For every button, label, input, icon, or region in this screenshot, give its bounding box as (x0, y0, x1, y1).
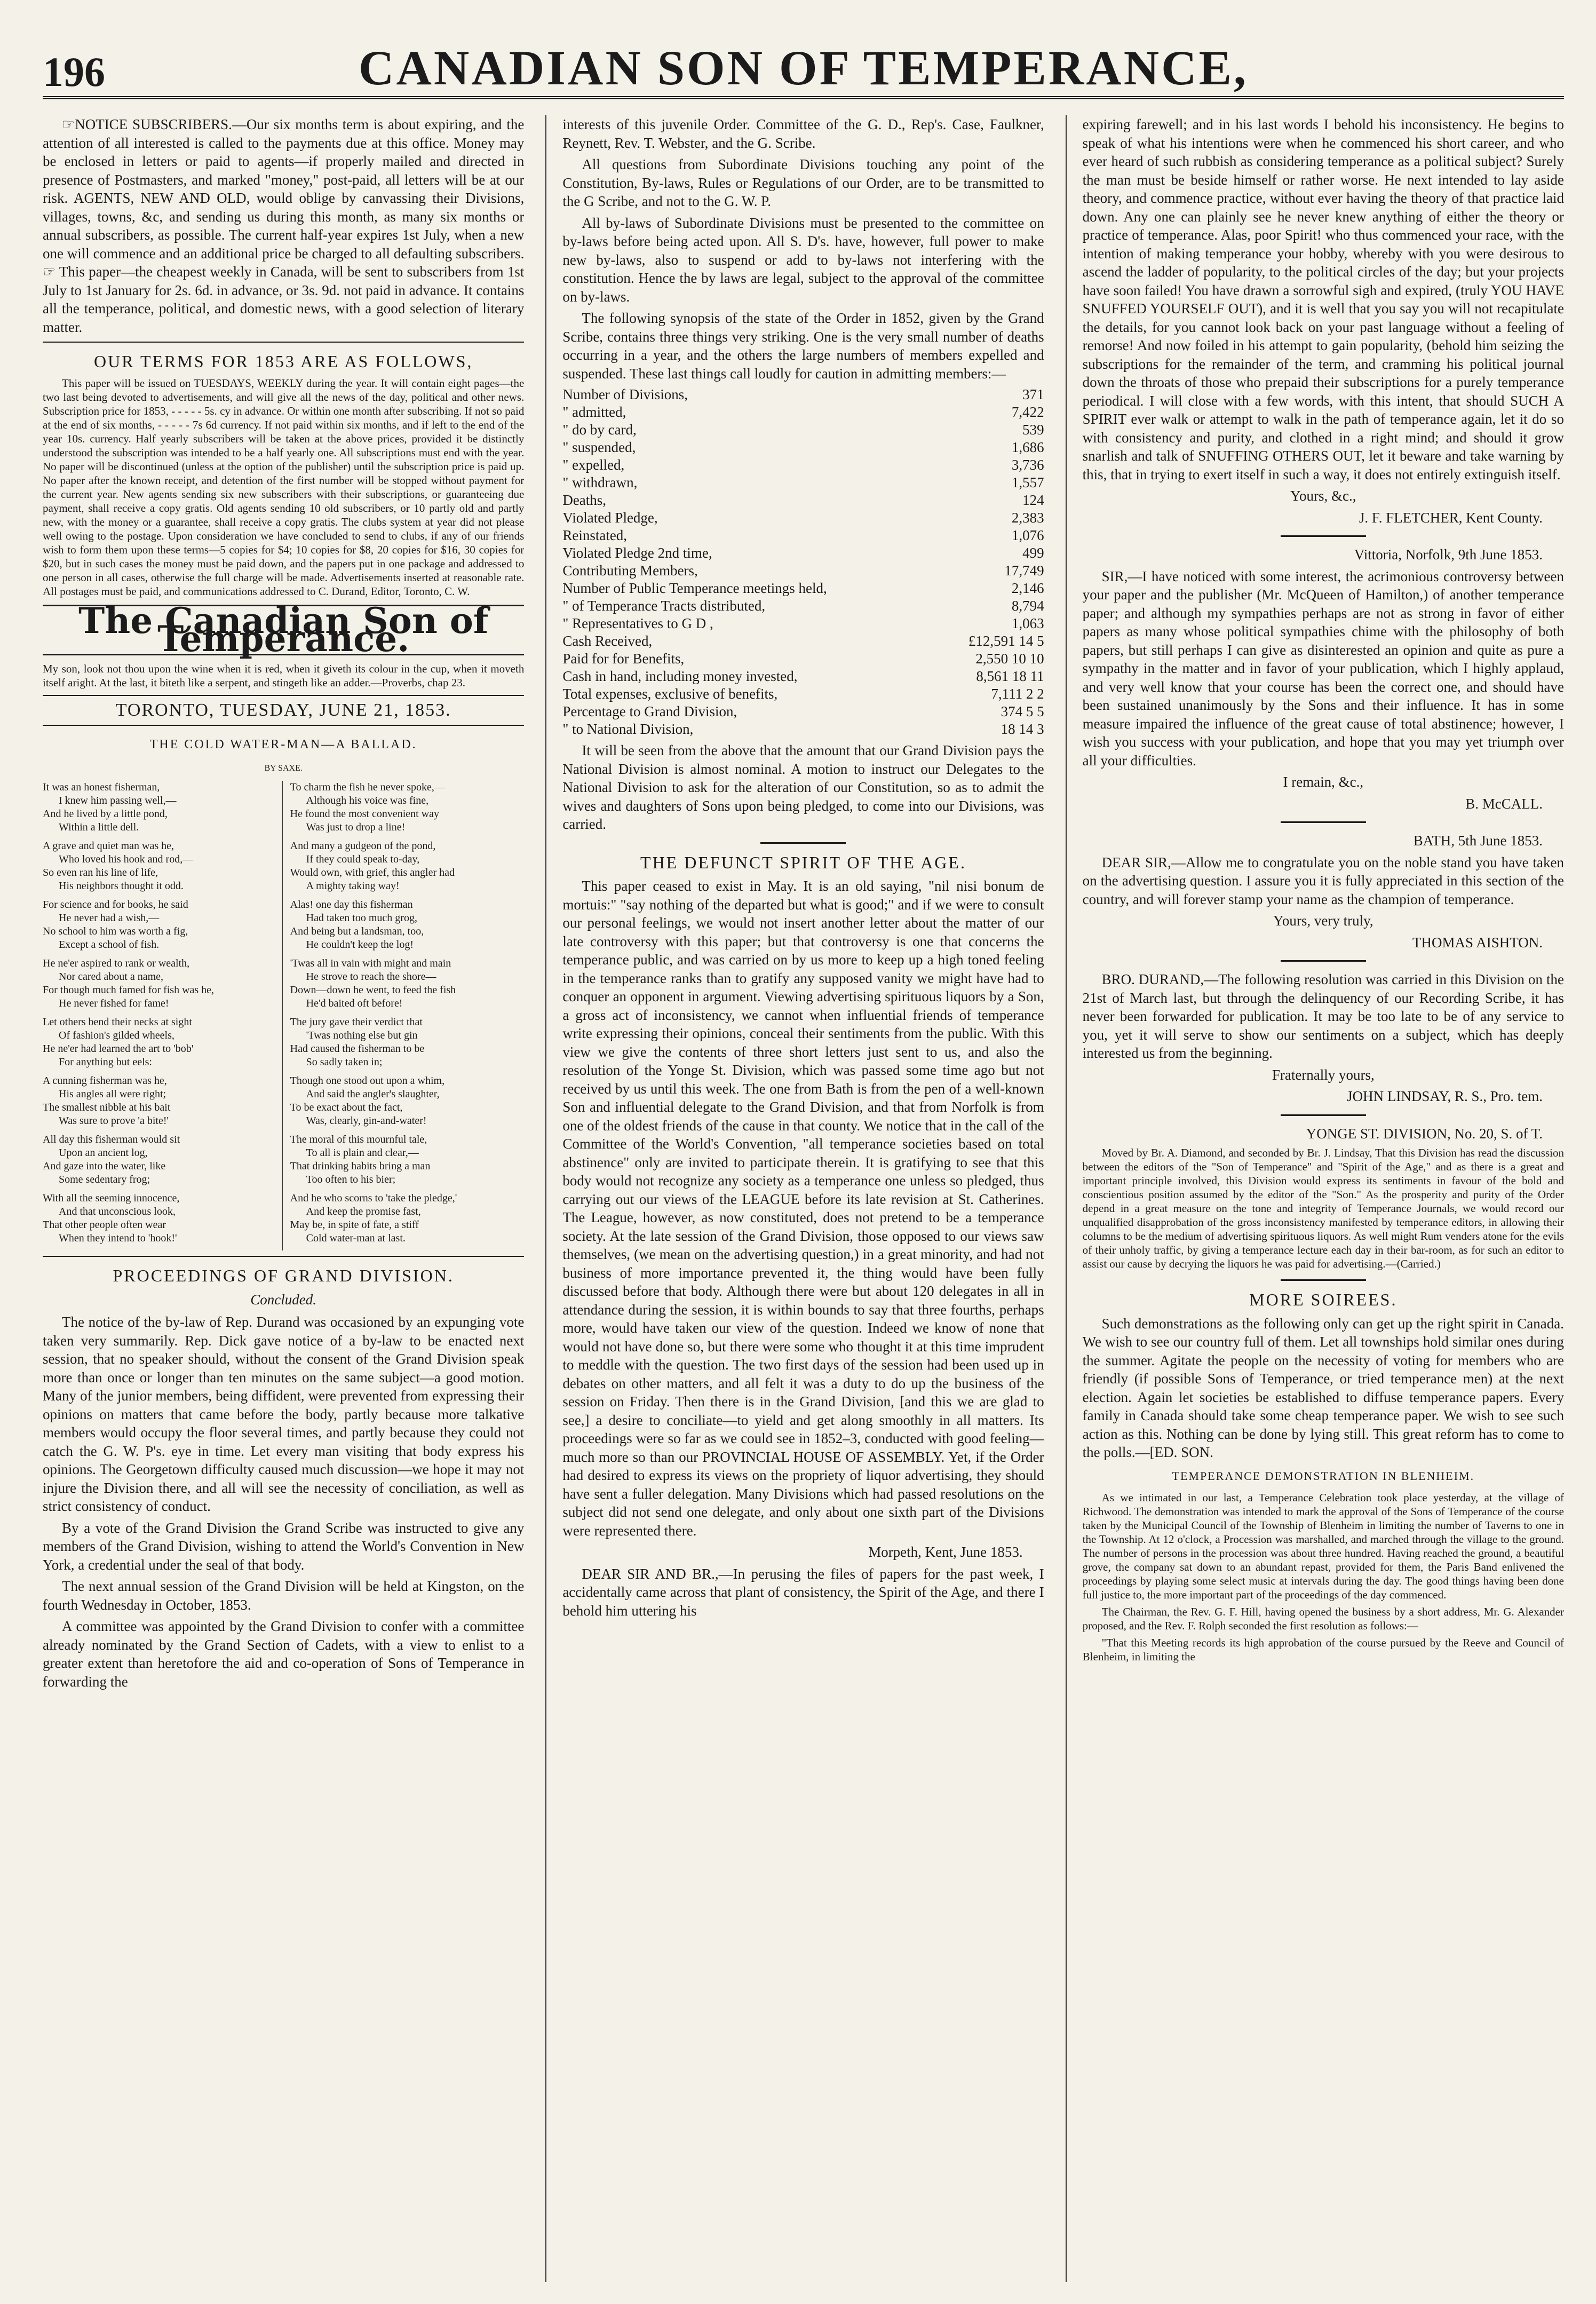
column-2 (545, 115, 1044, 2282)
ballad-stanza (290, 1133, 525, 1186)
stats-label: Violated Pledge, (562, 510, 658, 526)
ballad-line: To all is plain and clear,— (306, 1147, 419, 1159)
ballad-line: Was just to drop a line! (306, 821, 406, 833)
ballad-stanza (43, 1016, 277, 1069)
ballad-line: Cold water-man at last. (306, 1232, 406, 1244)
stats-row (562, 474, 1044, 492)
ballad-line: That other people often wear (43, 1219, 166, 1231)
ballad-line: With all the seeming innocence, (43, 1192, 180, 1204)
ballad-line: And he who scorns to 'take the pledge,' (290, 1192, 457, 1204)
ballad-line: He never fished for fame! (59, 997, 169, 1009)
ballad-line: Had taken too much grog, (306, 912, 417, 924)
stats-value: 2,146 (1011, 580, 1044, 596)
stats-row (562, 632, 1044, 650)
ballad-line: It was an honest fisherman, (43, 781, 160, 793)
ballad-left-column (43, 781, 277, 1250)
ballad-line: The moral of this mournful tale, (290, 1134, 427, 1145)
stats-label: Cash in hand, including money invested, (562, 668, 798, 684)
ballad-line: Upon an ancient log, (59, 1147, 148, 1159)
letter-place: Vittoria, Norfolk, 9th June 1853. (1354, 547, 1543, 563)
ballad-line: Was sure to prove 'a bite!' (59, 1115, 169, 1127)
letter-closing: I remain, &c., (1283, 774, 1364, 790)
stats-label: " of Temperance Tracts distributed, (562, 598, 766, 614)
ballad-line: No school to him was worth a fig, (43, 925, 188, 937)
ballad-line: Of fashion's gilded wheels, (59, 1030, 174, 1041)
ballad-stanza (43, 1192, 277, 1245)
stats-label: Number of Divisions, (562, 386, 688, 402)
ballad-line: Too often to his bier; (306, 1174, 396, 1185)
proceedings-paragraph: The notice of the by-law of Rep. Durand was occasioned by an expunging vote taken very summarily. Rep. Dick gave notice of a by-law to be enacted next session, that no speaker should, without the consent of the Grand Division speak more than once or longer than ten minutes on the same subject—a good motion. Many of the junior members, being diffident, were prevented from expressing their opinions on matters that came before the body, partly because more talkative members would occupy the floor several times, and partly because they could not catch the G. W. P's. eye in time. Let every man visiting that body express his opinions. The Georgetown difficulty caused much discussion—we hope it may not injure the Division there, and all will see the necessity of conciliation, as well as strict consistency of conduct. (43, 1314, 525, 1514)
stats-row (562, 668, 1044, 685)
stats-row (562, 403, 1044, 421)
ballad-line: Although his voice was fine, (306, 795, 429, 806)
stats-label: Total expenses, exclusive of benefits, (562, 686, 778, 702)
stats-row (562, 685, 1044, 703)
stats-value: 7,422 (1011, 404, 1044, 420)
ballad-stanza (43, 1074, 277, 1128)
letter-signature: JOHN LINDSAY, R. S., Pro. tem. (1347, 1088, 1543, 1104)
stats-value: 1,557 (1011, 474, 1044, 490)
stats-label: " to National Division, (562, 721, 694, 737)
ballad-stanza (290, 1074, 525, 1128)
proceedings-paragraph: By a vote of the Grand Division the Grand Scribe was instructed to give any members of the Grand Division, wishing to attend the World's Convention in New York, a credential under the seal of that body. (43, 1519, 525, 1573)
divider (1281, 1279, 1366, 1281)
ballad-line: Within a little dell. (59, 821, 139, 833)
paper-flag: The Canadian Son of Temperance. (43, 605, 524, 655)
proceedings-paragraph: The following synopsis of the state of the Order in 1852, given by the Grand Scribe, contains three things very striking. One is the very small number of deaths occurring in a year, and the others the large numbers of members expelled and suspended. These last things call loudly for caution in admitting members:— (562, 310, 1044, 382)
letter-place: BATH, 5th June 1853. (1413, 833, 1543, 849)
stats-value: 374 5 5 (1001, 703, 1044, 719)
stats-value: 1,063 (1011, 615, 1044, 631)
stats-label: Paid for for Benefits, (562, 651, 685, 667)
letter-text: SIR,—I have noticed with some interest, the acrimonious controversy between your paper and the publisher (Mr. McQueen of Hamilton,) of another temperance paper; and although my sympathies perhaps are not as strong in favor of either papers as many whose political sympathies chime with the philosophy of both papers, but still perhaps I can give as disinterested an opinion and quite as pure a sympathy in the matter and in favor of your publication, which I highly applaud, and very well know that your course has been the correct one, and should have been sustained unanimously by the Sons and their influence. It has in some measure impaired the influence of the great cause of total abstinence; however, I wish you success with your publication, and hope that you may yet triumph over all your difficulties. (1082, 568, 1564, 769)
stats-row (562, 721, 1044, 738)
ballad-line: A mighty taking way! (306, 880, 400, 892)
letter-text: DEAR SIR,—Allow me to congratulate you on the noble stand you have taken on the advertising question. I assure you it is fully appreciated in this section of the country, and will forever stamp your name as the champion of temperance. (1082, 854, 1564, 907)
stats-row (562, 492, 1044, 509)
ballad-line: He ne'er aspired to rank or wealth, (43, 957, 190, 969)
stats-row (562, 527, 1044, 544)
stats-row (562, 509, 1044, 527)
ballad-line: He never had a wish,— (59, 912, 160, 924)
ballad-line: May be, in spite of fate, a stiff (290, 1219, 419, 1231)
publication-title: CANADIAN SON OF TEMPERANCE, (359, 41, 1248, 95)
ballad-line: He couldn't keep the log! (306, 939, 414, 951)
stats-value: 499 (1022, 545, 1044, 561)
ballad-stanza (290, 957, 525, 1010)
stats-value: 7,111 2 2 (991, 686, 1044, 702)
blenheim-paragraph: The Chairman, the Rev. G. F. Hill, having opened the business by a short address, Mr. G. Alexander proposed, and the Rev. F. Rolph seconded the first resolution as follows:— (1082, 1605, 1564, 1632)
proceedings-paragraph: It will be seen from the above that the amount that our Grand Division pays the National Division is almost nominal. A motion to instruct our Delegates to the National Division to ask for the alteration of our Constitution, so as to admit the wives and daughters of Sons upon being pledged, to come into our Divisions, was carried. (562, 742, 1044, 832)
ballad-stanza (43, 898, 277, 952)
ballad-stanza (290, 840, 525, 893)
ballad-line: And said the angler's slaughter, (306, 1088, 440, 1100)
letter-text: BRO. DURAND,—The following resolution was carried in this Division on the 21st of March last, but through the delinquency of our Recording Scribe, it has never been forwarded for publication. It may be too late to be of any service to you, yet it will serve to show our sentiments on a subject, which has deeply interested us from the beginning. (1082, 971, 1564, 1061)
ballad-line: His neighbors thought it odd. (59, 880, 184, 892)
stats-label: " Representatives to G D , (562, 615, 713, 631)
ballad-line: Except a school of fish. (59, 939, 160, 951)
ballad-line: He'd baited oft before! (306, 997, 403, 1009)
blenheim-paragraph: As we intimated in our last, a Temperance Celebration took place yesterday, at the village of Richwood. The demonstration was intended to mark the approval of the Sons of Temperance of the course taken by the Municipal Council of the Township of Blenheim in limiting the number of Taverns to one in the Township. At 12 o'clock, a Procession was marshalled, and marched through the village to the ground. The number of persons in the procession was about three hundred. Having reached the ground, a beautiful grove, the company sat down to an abundant repast, provided for them, the Paris Band enlivened the proceedings by playing some select music at intervals during the day. The good things having been done full justice to, the more important part of the proceedings of the day commenced. (1082, 1491, 1564, 1601)
concluded-label: Concluded. (250, 1291, 317, 1308)
ballad-line: I knew him passing well,— (59, 795, 177, 806)
stats-row (562, 650, 1044, 668)
notice-subscribers: ☞NOTICE SUBSCRIBERS.—Our six months term is about expiring, and the attention of all interested is called to the payments due at this office. Money may be enclosed in letters or paid to agents—if properly mailed and directed in presence of Postmasters, and marked "money," post-paid, all letters will be at our risk. AGENTS, NEW AND OLD, would oblige by canvassing their Divisions, villages, towns, &c, and sending us during this month, as many six months or annual subscribers, as possible. The current half-year expires 1st July, when a new one will commence and an additional price be charged to all defaulting subscribers. ☞ This paper—the cheapest weekly in Canada, will be sent to subscribers from 1st July to 1st January for 2s. 6d. in advance, or 3s. 9d. not paid in advance. It contains all the temperance, political, and domestic news, with a good selection of literary matter. (43, 116, 525, 335)
spirit-heading: THE DEFUNCT SPIRIT OF THE AGE. (640, 852, 966, 872)
ballad-line: For anything but eels: (59, 1056, 152, 1068)
stats-label: Number of Public Temperance meetings held, (562, 580, 827, 596)
ballad-stanza (43, 781, 277, 834)
stats-label: Percentage to Grand Division, (562, 703, 737, 719)
stats-value: 8,794 (1011, 598, 1044, 614)
soirees-heading: MORE SOIREES. (1249, 1290, 1398, 1309)
ballad-line: For though much famed for fish was he, (43, 984, 215, 996)
masthead (43, 37, 1564, 99)
ballad-line: Would own, with grief, this angler had (290, 867, 455, 878)
spirit-article: This paper ceased to exist in May. It is an old saying, "nil nisi bonum de mortuis:" "say nothing of the departed but what is good;" and if we were to consult our personal feelings, we would not insert another letter about the matter of our late controversy with this paper; but that controversy is one that concerns the temperance public, and was carried on by us more to keep up a high toned feeling in the temperance ranks than to gratify any supposed vanity we might have had to conquer an opponent in argument. Viewing advertising spirituous liquors by a Son, a gross act of inconsistency, we cannot when influential friends of temperance write expressing their opinions, conceal their sentiments from the public. With this view we give the contents of three short letters just sent to us, and also the resolution of the Yonge St. Division, which was passed some time ago but not received by us until this week. The one from Bath is from the pen of a well-known Son and influential delegate to the Grand Division, and that from Norfolk is from one of the oldest friends of the cause in that county. We notice that in the call of the Committee of the World's Convention, "all temperance societies based on total abstinence" only are invited to participate therein. It is gratifying to see that this body would not recognize any society as a temperance one unless so pledged, thus carrying out our views of the LEAGUE before its late revision at St. Catherines. The League, however, as now constituted, does not pretend to be a temperance society. At the late session of the Grand Division, those opposed to our views saw themselves, (we mean on the advertising question,) in a great minority, and had not business of more importance prevented it, the thing would have been fully discussed before that body. Although there were but about 120 delegates in all in attendance during the session, it is within bounds to say that three fourths, perhaps more, would have taken our view of the question. Indeed we know of none that would not have done so, but there were some who thought it at this time imprudent to meddle with the question. The two first days of the session had been used up in debates on other matters, and all felt it was a duty to do up the business of the session on Friday. Then there is in the Grand Division, [and this we are glad to see,] a desire to conciliate—to yield and get along smoothly in all matters. Its proceedings were so far as we could see in 1852–3, conducted with good feeling—much more so than our PROVINCIAL HOUSE OF ASSEMBLY. Yet, if the Order had desired to express its views on the propriety of liquor advertising, they should have sent a fuller delegation. Many Divisions which had passed resolutions on the subject did not send one delegate, and only about one sixth part of the Divisions were represented there. (562, 878, 1044, 1539)
column-3 (1066, 115, 1564, 2282)
letter-signature: B. McCALL. (1465, 795, 1543, 812)
ballad-line: He ne'er had learned the art to 'bob' (43, 1043, 194, 1055)
ballad-line: And many a gudgeon of the pond, (290, 840, 436, 852)
divider (1281, 960, 1366, 962)
letter-place: Morpeth, Kent, June 1853. (868, 1544, 1023, 1560)
ballad-line: When they intend to 'hook!' (59, 1232, 177, 1244)
ballad-line: Some sedentary frog; (59, 1174, 150, 1185)
letter-closing: Yours, very truly, (1273, 913, 1373, 929)
stats-row (562, 703, 1044, 721)
ballad-line: Down—down he went, to feed the fish (290, 984, 456, 996)
column-1 (43, 115, 524, 2282)
epigraph: My son, look not thou upon the wine when it is red, when it giveth its colour in the cup, when it moveth itself aright. At the last, it biteth like a serpent, and stingeth like an adder.—Proverbs, chap 23. (43, 662, 525, 689)
stats-row (562, 580, 1044, 597)
stats-value: 2,550 10 10 (975, 651, 1044, 667)
ballad-stanza (290, 781, 525, 834)
stats-value: £12,591 14 5 (968, 633, 1044, 649)
ballad-right-column (282, 781, 525, 1250)
divider (760, 842, 846, 844)
ballad-line: 'Twas all in vain with might and main (290, 957, 451, 969)
ballad-line: Was, clearly, gin-and-water! (306, 1115, 427, 1127)
ballad-stanza (43, 957, 277, 1010)
divider (1281, 1114, 1366, 1116)
ballad-stanza (290, 898, 525, 952)
dateline: TORONTO, TUESDAY, JUNE 21, 1853. (115, 700, 451, 720)
stats-value: 539 (1022, 422, 1044, 438)
blenheim-paragraph: "That this Meeting records its high approbation of the course pursued by the Reeve and Council of Blenheim, in limiting the (1082, 1636, 1564, 1663)
soirees-text: Such demonstrations as the following only can get up the right spirit in Canada. We wish to see our country full of them. Let all townships hold similar ones during the summer. Agitate the people on the necessity of voting for members who are friendly (if possible Sons of Temperance, or tried temperance men) at the next election. Again let societies be established to diffuse temperance papers. Every family in Canada should take some cheap temperance paper. We wish to see such action as this. Nothing can be done by lying still. This great reform has to come to the polls.—[ED. SON. (1082, 1315, 1564, 1460)
divider (43, 342, 524, 343)
ballad-line: He strove to reach the shore— (306, 971, 436, 983)
stats-value: 17,749 (1004, 563, 1044, 579)
yonge-resolution: Moved by Br. A. Diamond, and seconded by Br. J. Lindsay, That this Division has read the discussion between the editors of the "Son of Temperance" and "Spirit of the Age," and as there is a great and important principle involved, this Division would express its sentiments in favour of the bold and conscientious position assumed by the editor of the "Son." As the prosperity and purity of the Order depend in a great measure on the tone and integrity of Temperance Journals, we would record our unqualified disapprobation of the gross inconsistency manifested by temperance editors, in allowing their columns to be the medium of advertising spirituous liquors. As well might Rum venders atone for the evils of their unholy traffic, by giving a temperance lecture each day in their bar-room, as for such an editor to assist our cause by decrying the liquors he was paid for advertising.—(Carried.) (1082, 1146, 1564, 1270)
proceedings-paragraph: The next annual session of the Grand Division will be held at Kingston, on the fourth Wednesday in October, 1853. (43, 1578, 525, 1613)
blenheim-heading: TEMPERANCE DEMONSTRATION IN BLENHEIM. (1172, 1469, 1475, 1483)
ballad-line: And that unconscious look, (59, 1206, 176, 1217)
stats-label: " suspended, (562, 439, 636, 455)
ballad-line: The jury gave their verdict that (290, 1016, 423, 1028)
stats-label: " do by card, (562, 422, 637, 438)
stats-label: Violated Pledge 2nd time, (562, 545, 712, 561)
stats-row (562, 421, 1044, 439)
ballad-line: That drinking habits bring a man (290, 1160, 431, 1172)
proceedings-paragraph: All questions from Subordinate Divisions touching any point of the Constitution, By-laws, Rules or Regulations of our Order, are to be transmitted to the G Scribe, and not to the G. W. P. (562, 156, 1044, 209)
ballad-line: And being but a landsman, too, (290, 925, 424, 937)
divider (43, 725, 524, 726)
ballad-line: So sadly taken in; (306, 1056, 383, 1068)
yonge-division-heading: YONGE ST. DIVISION, No. 20, S. of T. (1306, 1125, 1543, 1142)
terms-heading: OUR TERMS FOR 1853 ARE AS FOLLOWS, (93, 352, 473, 371)
divider (43, 695, 524, 696)
stats-row (562, 456, 1044, 474)
ballad-line: His angles all were right; (59, 1088, 166, 1100)
ballad-line: A grave and quiet man was he, (43, 840, 174, 852)
ballad-line: All day this fisherman would sit (43, 1134, 180, 1145)
stats-value: 124 (1022, 492, 1044, 508)
stats-value: 18 14 3 (1001, 721, 1044, 737)
columns (43, 115, 1564, 2282)
ballad-stanza (43, 1133, 277, 1186)
letter-signature: J. F. FLETCHER, Kent County. (1359, 509, 1543, 526)
ballad-stanza (43, 840, 277, 893)
stats-row (562, 544, 1044, 562)
proceedings-paragraph: interests of this juvenile Order. Committee of the G. D., Rep's. Case, Faulkner, Reynett, Rev. T. Webster, and the G. Scribe. (562, 116, 1044, 151)
ballad-line: He found the most convenient way (290, 808, 440, 820)
stats-row (562, 615, 1044, 632)
ballad-line: If they could speak to-day, (306, 853, 420, 865)
stats-label: " expelled, (562, 457, 625, 473)
stats-label: " admitted, (562, 404, 626, 420)
ballad-line: Though one stood out upon a whim, (290, 1075, 445, 1087)
divider (1281, 821, 1366, 823)
ballad-line: Who loved his hook and rod,— (59, 853, 194, 865)
ballad-line: Nor cared about a name, (59, 971, 164, 983)
ballad-stanza (290, 1192, 525, 1245)
stats-value: 8,561 18 11 (976, 668, 1044, 684)
proceedings-heading: PROCEEDINGS OF GRAND DIVISION. (113, 1266, 454, 1285)
ballad-line: For science and for books, he said (43, 899, 188, 910)
divider (43, 1256, 524, 1257)
ballad-line: Let others bend their necks at sight (43, 1016, 192, 1028)
ballad-line: Alas! one day this fisherman (290, 899, 413, 910)
ballad-line: 'Twas nothing else but gin (306, 1030, 418, 1041)
ballad-line: And gaze into the water, like (43, 1160, 166, 1172)
stats-value: 2,383 (1011, 510, 1044, 526)
stats-value: 1,076 (1011, 527, 1044, 543)
proceedings-paragraph: All by-laws of Subordinate Divisions must be presented to the committee on by-laws before being acted upon. All S. D's. have, however, full power to make new by-laws, also to suspend or add to by-laws not interfering with the constitution. Hence the by laws are legal, subject to the approval of the committee on by-laws. (562, 215, 1044, 305)
letter-closing: Yours, &c., (1290, 488, 1356, 504)
stats-value: 3,736 (1011, 457, 1044, 473)
stats-label: Contributing Members, (562, 563, 698, 579)
ballad-line: The smallest nibble at his bait (43, 1102, 171, 1113)
ballad-line: To be exact about the fact, (290, 1102, 403, 1113)
divider (1281, 535, 1366, 537)
stats-label: Deaths, (562, 492, 607, 508)
terms-text: This paper will be issued on TUESDAYS, WEEKLY during the year. It will contain eight pages—the two last being devoted to advertisements, and will give all the news of the day, political and other news. Subscription price for 1853, - - - - - 5s. cy in advance. Or within one month after subscribing. If not so paid at the end of six months, - - - - - 7s 6d currency. If not paid within six months, and if left to the end of the year 10s. currency. Half yearly subscribers will be taken at the above prices, provided it be distinctly understood the subscription was intended to be a half yearly one. All subscriptions must end with the year. No paper will be discontinued (unless at the option of the publisher) until the subscription price is paid up. No paper after the known receipt, and detention of the first number will be stopped without payment for the current year. New agents sending six new subscribers with their subscriptions, or guaranteeing due payment, shall receive a copy gratis. Old agents sending 10 old subscribers, or 10 partly old and partly new, with the money or a guarantee, shall receive a copy gratis. The clubs system at year did not please well owing to the postage. Upon consideration we have concluded to send to clubs, if any of our friends wish to form them upon these terms—5 copies for $4; 10 copies for $8, 20 copies for $16, 30 copies for $20, but in such cases the money must be paid down, and the papers put in one package and addressed to one person in all cases, otherwise the full charge will be made. Advertisements inserted at reasonable rate. All postages must be paid, and communications addressed to C. Durand, Editor, Toronto, C. W. (43, 376, 525, 598)
ballad-line: And keep the promise fast, (306, 1206, 421, 1217)
letter-signature: THOMAS AISHTON. (1412, 934, 1543, 951)
stats-label: Cash Received, (562, 633, 653, 649)
ballad-byline: BY SAXE. (264, 763, 303, 773)
page-number: 196 (43, 49, 105, 95)
stats-label: Reinstated, (562, 527, 628, 543)
ballad-stanza (290, 1016, 525, 1069)
stats-row (562, 386, 1044, 403)
ballad (43, 781, 524, 1250)
ballad-line: And he lived by a little pond, (43, 808, 168, 820)
stats-value: 371 (1022, 386, 1044, 402)
stats-row (562, 562, 1044, 580)
stats-row (562, 597, 1044, 615)
ballad-line: So even ran his line of life, (43, 867, 158, 878)
proceedings-paragraph: A committee was appointed by the Grand Division to confer with a committee already nominated by the Grand Section of Cadets, with a view to enlist to a greater extent than heretofore the aid and co-operation of Sons of Temperance in forwarding the (43, 1618, 525, 1690)
stats-row (562, 439, 1044, 456)
letter-text: DEAR SIR AND BR.,—In perusing the files of papers for the past week, I accidentally came across that plant of consistency, the Spirit of the Age, and there I behold him uttering his (562, 1565, 1044, 1619)
stats-label: " withdrawn, (562, 474, 638, 490)
letter-text: expiring farewell; and in his last words I behold his inconsistency. He begins to speak of what his intentions were when he commenced his short career, and who ever heard of such rubbish as considering temperance as a political subject? Surely the man must be beside himself or rather worse. He next intended to lay aside theory, and commence practice, without ever having the theory of that practice laid down. Any one can plainly see he never knew anything of either the theory or practice of temperance. Alas, poor Spirit! who thus commenced your race, with the intention of making temperance your hobby, whereby with you were desirous to ascend the ladder of popularity, to the political circles of the day; but your projects have soon failed! You have drawn a sorrowful sigh and expired, (truly YOU HAVE SNUFFED YOURSELF OUT), and it is well that you say you will not recapitulate the details, for you cannot look back on your past language without a feeling of remorse! And now foiled in his attempt to gain popularity, (behold him seizing the subscriptions for the remainder of the term, and cramming his political journal down the throats of those who prepaid their subscriptions for a purely temperance periodical. I will close with a few words, with this intent, that should SUCH A SPIRIT ever walk or attempt to walk in the path of temperance again, let it do so with consistency and purity, and clothed in a right mind; and should it grow snarlish and talk of SNUFFING OTHERS OUT, let it beware and take warning by this, that in trying to exert itself in such a way, it does not entirely extinguish itself. (1082, 116, 1564, 482)
order-statistics-table (562, 386, 1044, 738)
stats-value: 1,686 (1011, 439, 1044, 455)
ballad-line: A cunning fisherman was he, (43, 1075, 167, 1087)
ballad-title: THE COLD WATER-MAN—A BALLAD. (149, 738, 417, 751)
ballad-line: Had caused the fisherman to be (290, 1043, 425, 1055)
ballad-line: To charm the fish he never spoke,— (290, 781, 445, 793)
letter-closing: Fraternally yours, (1272, 1066, 1375, 1083)
